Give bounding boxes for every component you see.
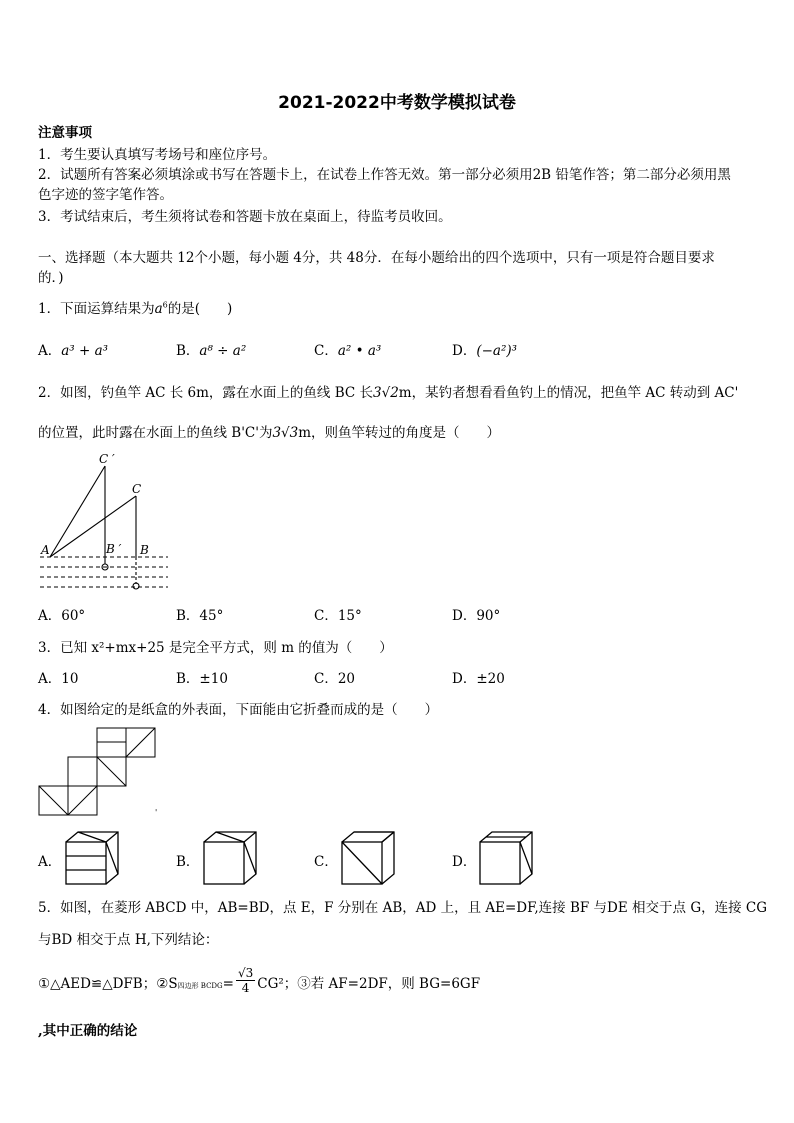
question-5-line4: ,其中正确的结论 — [38, 1023, 138, 1039]
label-b: B — [140, 543, 149, 557]
q1-option-b: B．a⁸ ÷ a² — [176, 343, 247, 359]
note-item: 1．考生要认真填写考场号和座位序号。 — [38, 147, 277, 163]
note-item: 色字迹的签字笔作答。 — [38, 187, 173, 203]
q3-option-a: A．10 — [38, 671, 79, 687]
q3-option-b: B．±10 — [176, 671, 228, 687]
fraction-numerator: √3 — [237, 966, 254, 980]
question-3: 3．已知 x²+mx+25 是完全平方式，则 m 的值为（ ） — [38, 640, 393, 656]
label-c: C — [132, 482, 142, 496]
q2-root-2: 3√3 — [272, 425, 299, 441]
label-a: A — [41, 543, 50, 557]
page-title: 2021-2022中考数学模拟试卷 — [278, 93, 516, 113]
rod-ac-prime — [50, 466, 105, 557]
q2-option-c: C．15° — [314, 608, 362, 624]
q2-root-1: 3√2 — [373, 385, 399, 401]
q1-option-c: C．a² • a³ — [314, 343, 382, 359]
q4-option-d-label: D． — [452, 854, 477, 870]
q3-option-c: C．20 — [314, 671, 356, 687]
question-5-conclusions: ①△AED≌△DFB；②S四边形 BCDG= $\frac{√3}{4}$ CG²；③若 AF=2DF，则 BG=6GF — [38, 966, 481, 995]
q4-option-c-cube — [340, 830, 398, 886]
note-item: 2．试题所有答案必须填涂或书写在答题卡上，在试卷上作答无效。第一部分必须用2B 铅笔作答；第二部分必须用黑 — [38, 167, 731, 183]
question-1 — [38, 297, 232, 317]
q2-option-d: D．90° — [452, 608, 501, 624]
q1-post: 的是( ) — [167, 301, 233, 317]
fraction — [236, 966, 255, 995]
area-subscript: 四边形 BCDG — [177, 982, 223, 990]
question-4: 4．如图给定的是纸盒的外表面，下面能由它折叠而成的是（ ） — [38, 702, 439, 718]
q4-option-d-cube — [478, 830, 536, 886]
q4-option-c-label: C． — [314, 854, 338, 870]
q1-option-a: A．a³ + a³ — [38, 343, 109, 359]
note-item: 3．考试结束后，考生须将试卷和答题卡放在桌面上，待监考员收回。 — [38, 209, 452, 225]
q1-option-d: D．(−a²)³ — [452, 343, 518, 359]
q1-exp: 6 — [162, 300, 168, 310]
section-heading-cont: 的．) — [38, 270, 64, 286]
question-5-line2: 与BD 相交于点 H,下列结论： — [38, 932, 219, 948]
question-2-line1: 2．如图，钓鱼竿 AC 长 6m，露在水面上的鱼线 BC 长3√2m，某钓者想看看鱼钓上的情况，把鱼竿 AC 转动到 AC' — [38, 385, 739, 401]
question-5-line1: 5．如图，在菱形 ABCD 中，AB=BD，点 E，F 分别在 AB，AD 上，且 AE=DF,连接 BF 与DE 相交于点 G，连接 CG — [38, 900, 768, 916]
svg-text:': ' — [155, 808, 158, 817]
q4-option-a-label: A． — [38, 854, 62, 870]
question-2-line2: 的位置，此时露在水面上的鱼线 B'C'为3√3m，则鱼竿转过的角度是（ ） — [38, 425, 501, 441]
q3-option-d: D．±20 — [452, 671, 505, 687]
q4-net-figure — [36, 726, 162, 818]
q1-pre: 1．下面运算结果为 — [38, 301, 155, 317]
label-c-prime: C ′ — [99, 452, 115, 466]
q2-option-b: B．45° — [176, 608, 224, 624]
fraction-denominator: 4 — [241, 981, 250, 995]
q4-option-b-label: B． — [176, 854, 200, 870]
section-heading: 一、选择题（本大题共 12个小题，每小题 4分，共 48分．在每小题给出的四个选项中，只有一项是符合题目要求 — [38, 250, 715, 266]
q4-option-a-cube — [64, 830, 122, 886]
q2-figure — [36, 450, 176, 596]
q2-option-a: A．60° — [38, 608, 86, 624]
rod-ac — [50, 496, 136, 557]
notes-heading: 注意事项 — [38, 125, 92, 141]
label-b-prime: B ′ — [106, 542, 122, 556]
q1-var: a — [154, 301, 163, 317]
q4-option-b-cube — [202, 830, 260, 886]
